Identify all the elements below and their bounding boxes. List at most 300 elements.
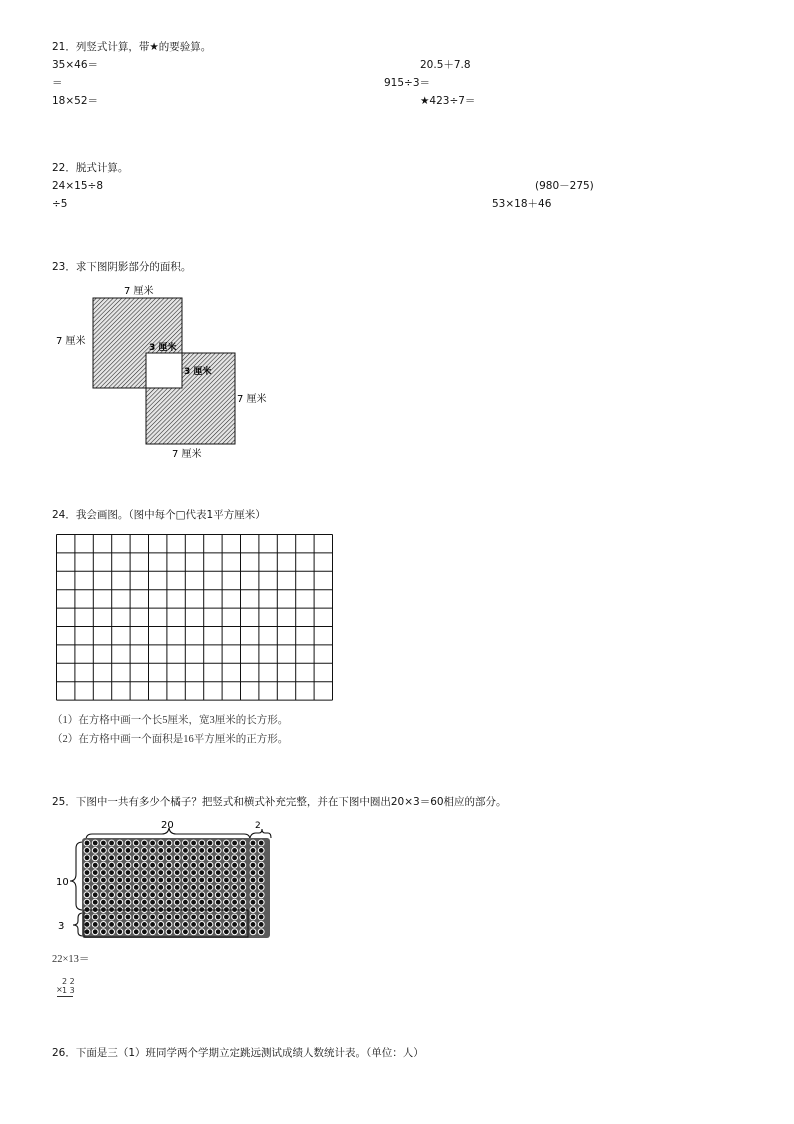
orange-dot [183, 929, 189, 935]
orange-dot [84, 870, 90, 876]
orange-dot [150, 855, 156, 861]
q22-line2-right: 53×18＋46 [492, 198, 552, 210]
orange-dot [92, 922, 98, 928]
orange-dot [101, 870, 107, 876]
orange-dot [142, 840, 148, 846]
orange-dot [158, 870, 164, 876]
orange-dot [117, 877, 123, 883]
orange-dot [101, 848, 107, 854]
orange-dot [224, 929, 230, 935]
orange-dot [232, 899, 238, 905]
q21-line1-right: 20.5＋7.8 [420, 59, 471, 71]
q24-sub1: （1）在方格中画一个长5厘米，宽3厘米的长方形。 [52, 715, 289, 726]
q22-line2-left: ÷5 [52, 198, 68, 210]
orange-dot [101, 914, 107, 920]
orange-dot [191, 870, 197, 876]
vertical-rule [57, 996, 73, 997]
orange-dot [101, 855, 107, 861]
orange-dot [232, 855, 238, 861]
orange-dot [166, 899, 172, 905]
orange-dot [258, 907, 264, 913]
orange-dot [207, 922, 213, 928]
orange-dot [250, 907, 256, 913]
orange-dot [174, 870, 180, 876]
orange-dot [207, 877, 213, 883]
orange-dot [133, 840, 139, 846]
orange-dot [109, 899, 115, 905]
orange-dot [240, 885, 246, 891]
orange-dot [224, 885, 230, 891]
orange-dot [207, 855, 213, 861]
label-bottom: 7 厘米 [172, 449, 202, 460]
orange-dot [215, 899, 221, 905]
orange-dot [215, 929, 221, 935]
orange-dot [166, 922, 172, 928]
orange-dot [117, 848, 123, 854]
q22-line1-left: 24×15÷8 [52, 180, 103, 192]
orange-dot [150, 899, 156, 905]
orange-dot [133, 929, 139, 935]
orange-dot [125, 899, 131, 905]
orange-dot [109, 914, 115, 920]
label-right: 7 厘米 [237, 394, 267, 405]
orange-dot [215, 922, 221, 928]
label-3: 3 [58, 921, 65, 932]
orange-dot [166, 870, 172, 876]
orange-dot [92, 885, 98, 891]
orange-dot [240, 862, 246, 868]
orange-dot [232, 922, 238, 928]
orange-dot [109, 862, 115, 868]
orange-dot [199, 914, 205, 920]
orange-dot [150, 929, 156, 935]
orange-dot [92, 870, 98, 876]
orange-dot [258, 855, 264, 861]
orange-dot [215, 885, 221, 891]
orange-dot [250, 914, 256, 920]
orange-dot [84, 840, 90, 846]
orange-dot [150, 885, 156, 891]
orange-dot [150, 892, 156, 898]
label-2: 2 [255, 821, 261, 831]
orange-dot [166, 862, 172, 868]
orange-dot [166, 840, 172, 846]
orange-dot [191, 840, 197, 846]
orange-dot [215, 870, 221, 876]
orange-dot [117, 922, 123, 928]
orange-dot [125, 929, 131, 935]
orange-dot [150, 870, 156, 876]
orange-dot [117, 870, 123, 876]
orange-dot [240, 914, 246, 920]
orange-dot [183, 885, 189, 891]
orange-dot [142, 885, 148, 891]
orange-dot [109, 840, 115, 846]
orange-dot [207, 870, 213, 876]
orange-dot [101, 899, 107, 905]
orange-dot [183, 862, 189, 868]
orange-dot [84, 922, 90, 928]
orange-dot [240, 892, 246, 898]
orange-dot [215, 855, 221, 861]
orange-dot [125, 877, 131, 883]
orange-dot [232, 840, 238, 846]
orange-dot [166, 892, 172, 898]
orange-dot [158, 877, 164, 883]
orange-dot [199, 885, 205, 891]
orange-dot [232, 862, 238, 868]
orange-dot [232, 870, 238, 876]
q21-line2-left: ＝ [52, 77, 63, 89]
orange-dot [250, 892, 256, 898]
q21-title: 21．列竖式计算，带★的要验算。 [52, 41, 212, 53]
q23-title: 23．求下图阴影部分的面积。 [52, 261, 192, 273]
orange-dot [142, 862, 148, 868]
orange-dot [215, 862, 221, 868]
orange-dot [84, 892, 90, 898]
orange-dot [92, 862, 98, 868]
q25-title: 25．下图中一共有多少个橘子？把竖式和横式补充完整，并在下图中圈出20×3＝60相应的部分。 [52, 796, 507, 808]
orange-dot [232, 848, 238, 854]
orange-dot [240, 870, 246, 876]
orange-dot [207, 862, 213, 868]
orange-dot [92, 899, 98, 905]
orange-dot [133, 862, 139, 868]
q21-line1-left: 35×46＝ [52, 59, 99, 71]
orange-dot [109, 848, 115, 854]
orange-dot [133, 848, 139, 854]
label-top: 7 厘米 [124, 286, 154, 297]
orange-dot [199, 848, 205, 854]
orange-dot [258, 922, 264, 928]
orange-dot [150, 922, 156, 928]
orange-dot [117, 885, 123, 891]
orange-dot [117, 840, 123, 846]
orange-dot [199, 899, 205, 905]
orange-dot [199, 870, 205, 876]
orange-dot [250, 840, 256, 846]
orange-dot [258, 840, 264, 846]
orange-dot [84, 855, 90, 861]
label-inner-right: 3 厘米 [184, 367, 212, 377]
orange-dot [224, 855, 230, 861]
orange-dot [199, 862, 205, 868]
orange-dot [125, 892, 131, 898]
vertical-top-number: 2 2 [62, 977, 75, 986]
orange-dot [224, 862, 230, 868]
orange-dot [125, 848, 131, 854]
orange-dot [224, 922, 230, 928]
orange-dot [258, 877, 264, 883]
orange-dot [174, 929, 180, 935]
orange-dot [133, 855, 139, 861]
orange-dot [191, 914, 197, 920]
orange-dot [101, 922, 107, 928]
orange-dot [133, 899, 139, 905]
orange-dot [101, 840, 107, 846]
orange-dot [92, 914, 98, 920]
orange-dot [215, 914, 221, 920]
orange-dot [199, 840, 205, 846]
orange-dot [240, 922, 246, 928]
orange-dot [142, 929, 148, 935]
orange-dot [240, 840, 246, 846]
orange-dot [125, 840, 131, 846]
q21-line3-right: ★423÷7＝ [420, 95, 476, 107]
orange-dot [101, 885, 107, 891]
orange-dot [199, 855, 205, 861]
orange-dot [240, 899, 246, 905]
orange-dot [125, 855, 131, 861]
orange-dot [240, 929, 246, 935]
square-grid [56, 534, 336, 704]
orange-dot [240, 877, 246, 883]
orange-dot [250, 899, 256, 905]
orange-dot [215, 892, 221, 898]
orange-dot [183, 922, 189, 928]
orange-dot [125, 914, 131, 920]
q22-line1-right: (980－275) [535, 180, 594, 192]
orange-dot [174, 899, 180, 905]
orange-dot [174, 922, 180, 928]
orange-dot [109, 877, 115, 883]
orange-dot [158, 892, 164, 898]
orange-dot [158, 899, 164, 905]
orange-dot [84, 929, 90, 935]
orange-dot [158, 855, 164, 861]
orange-dot [150, 862, 156, 868]
orange-dot [224, 892, 230, 898]
orange-dot [174, 892, 180, 898]
orange-dot [133, 885, 139, 891]
orange-dot [84, 885, 90, 891]
orange-dot [183, 855, 189, 861]
orange-dot [142, 855, 148, 861]
orange-dot [101, 862, 107, 868]
orange-dot [125, 885, 131, 891]
orange-dot [92, 855, 98, 861]
label-left: 7 厘米 [56, 336, 86, 347]
q25-equation: 22×13＝ [52, 954, 90, 965]
orange-dot [191, 885, 197, 891]
orange-dot [207, 899, 213, 905]
orange-dot [133, 892, 139, 898]
orange-dot [166, 914, 172, 920]
orange-dot [250, 922, 256, 928]
orange-dot [84, 877, 90, 883]
orange-dot [207, 885, 213, 891]
orange-dot [125, 862, 131, 868]
orange-dot [191, 877, 197, 883]
q26-title: 26．下面是三（1）班同学两个学期立定跳远测试成绩人数统计表。（单位：人） [52, 1047, 424, 1059]
orange-dot [133, 870, 139, 876]
orange-dot [166, 848, 172, 854]
orange-dot [183, 870, 189, 876]
orange-dot [92, 848, 98, 854]
orange-dot [117, 929, 123, 935]
orange-dot [199, 892, 205, 898]
orange-dot [215, 848, 221, 854]
orange-dot [250, 870, 256, 876]
orange-dot [92, 929, 98, 935]
oranges-array-figure [52, 818, 282, 943]
orange-dot [158, 862, 164, 868]
orange-dot [191, 862, 197, 868]
orange-dot [150, 840, 156, 846]
orange-dot [250, 862, 256, 868]
orange-dot [207, 848, 213, 854]
label-10: 10 [56, 877, 69, 888]
overlap-white-square [146, 353, 182, 388]
orange-dot [207, 840, 213, 846]
orange-dot [258, 892, 264, 898]
orange-dot [92, 877, 98, 883]
orange-dot [109, 929, 115, 935]
orange-dot [174, 862, 180, 868]
orange-dot [224, 914, 230, 920]
orange-dot [191, 892, 197, 898]
orange-dot [207, 892, 213, 898]
label-inner-top: 3 厘米 [149, 343, 177, 353]
orange-dot [232, 929, 238, 935]
orange-dot [191, 848, 197, 854]
q21-line3-left: 18×52＝ [52, 95, 99, 107]
orange-dot [166, 877, 172, 883]
orange-dot [117, 862, 123, 868]
orange-dot [125, 870, 131, 876]
orange-dot [183, 840, 189, 846]
orange-dot [92, 892, 98, 898]
orange-dot [258, 899, 264, 905]
orange-dot [142, 922, 148, 928]
orange-dot [224, 840, 230, 846]
orange-dot [166, 885, 172, 891]
orange-dot [258, 848, 264, 854]
orange-dot [191, 899, 197, 905]
orange-dot [150, 914, 156, 920]
orange-dot [258, 914, 264, 920]
orange-dot [84, 848, 90, 854]
orange-dot [250, 855, 256, 861]
orange-dot [215, 840, 221, 846]
orange-dot [84, 862, 90, 868]
orange-dot [142, 899, 148, 905]
orange-dot [101, 877, 107, 883]
orange-dot [158, 922, 164, 928]
orange-dot [109, 870, 115, 876]
orange-dot [150, 877, 156, 883]
orange-dot [224, 848, 230, 854]
orange-dot [207, 929, 213, 935]
orange-dot [117, 899, 123, 905]
orange-dot [142, 892, 148, 898]
orange-dot [174, 848, 180, 854]
orange-dot [109, 892, 115, 898]
orange-dot [258, 929, 264, 935]
vertical-bottom-number: 1 3 [62, 986, 75, 995]
orange-dot [101, 892, 107, 898]
orange-dot [92, 840, 98, 846]
orange-dot [183, 892, 189, 898]
orange-dot [117, 892, 123, 898]
orange-dot [142, 877, 148, 883]
orange-dot [232, 877, 238, 883]
orange-dot [158, 848, 164, 854]
orange-dot [183, 877, 189, 883]
brace-10 [70, 842, 83, 910]
orange-dot [150, 848, 156, 854]
q24-title: 24．我会画图。（图中每个□代表1平方厘米） [52, 509, 266, 521]
orange-dot [174, 914, 180, 920]
orange-dot [258, 885, 264, 891]
label-20: 20 [161, 820, 174, 831]
orange-dot [258, 862, 264, 868]
orange-dot [250, 877, 256, 883]
vertical-op: × [56, 985, 63, 994]
orange-dot [125, 922, 131, 928]
orange-dot [191, 922, 197, 928]
orange-dot [142, 870, 148, 876]
orange-dot [215, 877, 221, 883]
orange-dot [224, 877, 230, 883]
orange-dot [240, 855, 246, 861]
orange-dot [232, 892, 238, 898]
orange-dot [158, 929, 164, 935]
orange-dot [232, 914, 238, 920]
orange-dot [199, 929, 205, 935]
orange-dot [174, 885, 180, 891]
orange-dot [84, 914, 90, 920]
orange-dot [142, 848, 148, 854]
orange-dot [199, 922, 205, 928]
orange-dot [240, 848, 246, 854]
overlapping-squares-figure [40, 282, 280, 462]
orange-dot [109, 922, 115, 928]
orange-dot [133, 914, 139, 920]
orange-dot [101, 929, 107, 935]
orange-dot [183, 899, 189, 905]
orange-dot [191, 855, 197, 861]
orange-dot [183, 914, 189, 920]
orange-dot [258, 870, 264, 876]
orange-dot [109, 885, 115, 891]
orange-dot [158, 840, 164, 846]
orange-dot [250, 885, 256, 891]
orange-dot [199, 877, 205, 883]
orange-dot [117, 855, 123, 861]
orange-dot [133, 877, 139, 883]
orange-dot [158, 914, 164, 920]
orange-dot [166, 855, 172, 861]
orange-dot [250, 929, 256, 935]
orange-dot [142, 914, 148, 920]
orange-dot [84, 899, 90, 905]
orange-dot [133, 922, 139, 928]
orange-dot [158, 885, 164, 891]
q24-sub2: （2）在方格中画一个面积是16平方厘米的正方形。 [52, 734, 289, 745]
orange-dot [191, 929, 197, 935]
orange-dot [224, 899, 230, 905]
orange-dot [250, 848, 256, 854]
orange-dot [174, 840, 180, 846]
orange-dot [174, 855, 180, 861]
q21-line2-mid: 915÷3＝ [384, 77, 431, 89]
orange-dot [117, 914, 123, 920]
q22-title: 22．脱式计算。 [52, 162, 129, 174]
orange-dot [207, 914, 213, 920]
brace-3 [73, 913, 83, 936]
orange-dot [109, 855, 115, 861]
